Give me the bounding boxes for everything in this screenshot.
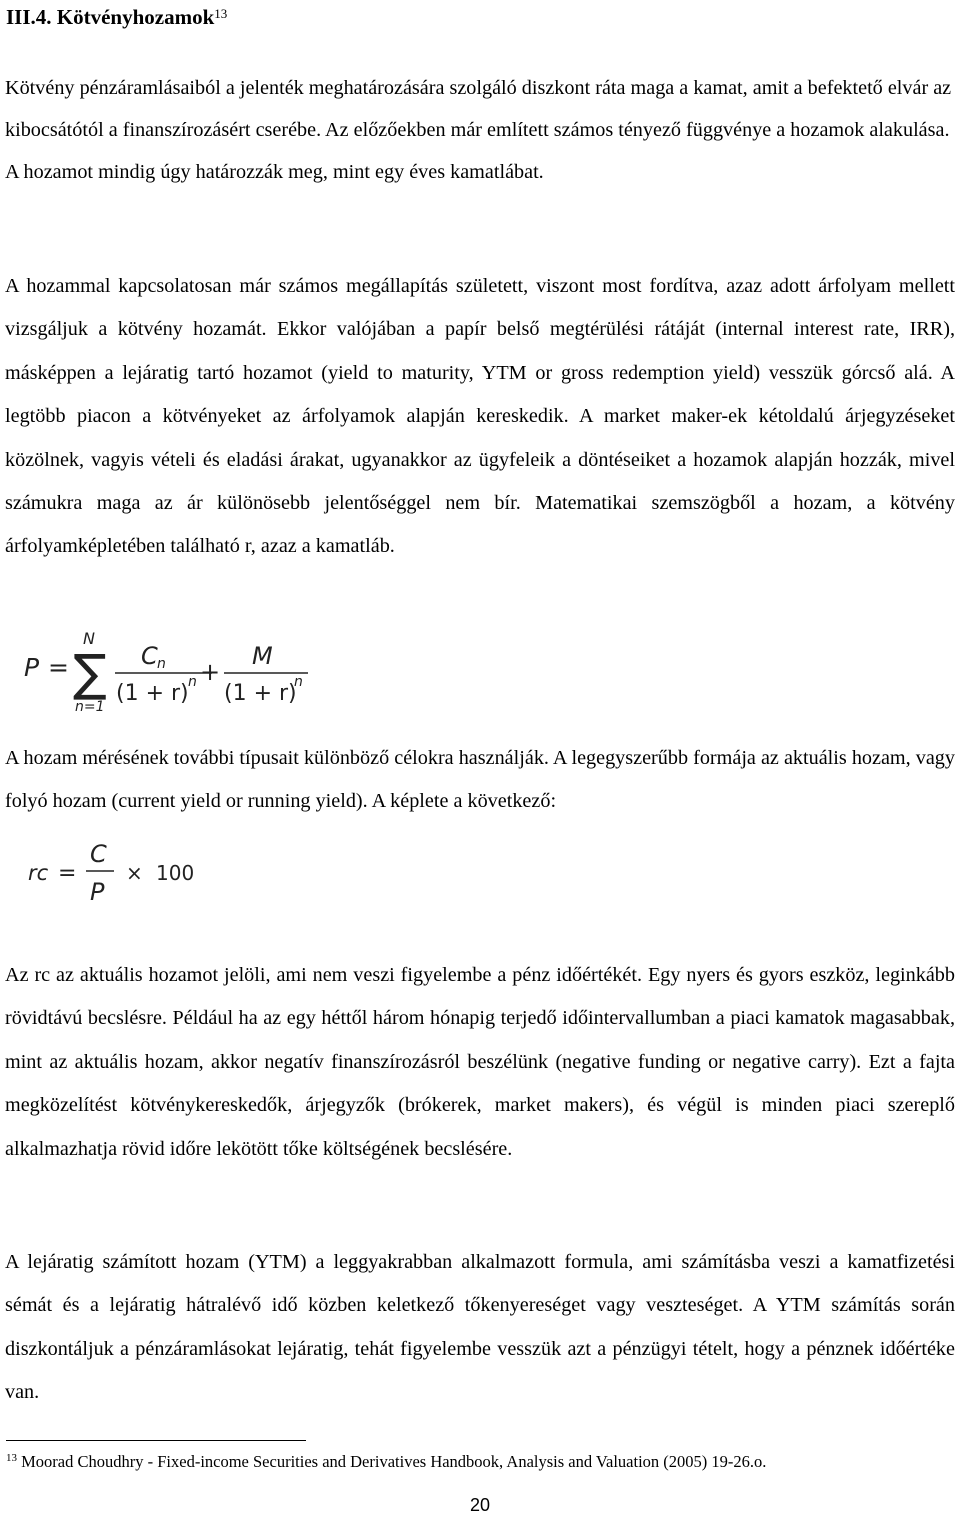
formula-equals: = [48,653,69,682]
fraction1-denominator: (1 + r) [116,681,189,706]
summation-sign: ∑ [73,644,107,702]
bond-price-formula [24,628,314,716]
fraction1-denominator-exponent: n [188,674,197,690]
paragraph-discount-rate: Kötvény pénzáramlásaiból a jelenték meghatározására szolgáló diszkont ráta maga a kamat, amit a befektető elvár az kibocsátótól a finanszírozásért cserébe. Az előzőekben már említett számos tényező függvénye a hozamok alakulása. A hozamot mindig úgy határozzák meg, mint egy éves kamatlábat. [5,77,952,183]
formula2-times: × [126,861,143,885]
fraction1-numerator: C [141,642,158,670]
fraction2-denominator-exponent: n [294,674,303,690]
footnote-text: Moorad Choudhry - Fixed-income Securities and Derivatives Handbook, Analysis and Valuation (2005) 19-26.o. [17,1452,767,1471]
fraction1-numerator-subscript: n [157,656,166,672]
formula-lhs: P [24,653,40,682]
fraction2-denominator: (1 + r) [224,681,297,706]
formula2-numerator: C [90,840,107,868]
paragraph-current-yield: A hozam mérésének további típusait különböző célokra használják. A legegyszerűbb formája az aktuális hozam, vagy folyó hozam (current yield or running yield). A képlete a következő: [5,747,955,813]
paragraph-ytm-definition: A lejáratig számított hozam (YTM) a leggyakrabban alkalmazott formula, ami számításba veszi a kamatfizetési sémát és a lejáratig hátralévő idő közben keletkező tőkenyereséget vagy veszteséget. A YTM számítás során diszkontáljuk a pénzáramlásokat lejáratig, tehát figyelembe vesszük azt a pénzügyi tételt, hogy a pénznek időértéke van. [5,1251,955,1404]
footnote-reference: 13 [214,6,228,21]
paragraph-negative-carry: Az rc az aktuális hozamot jelöli, ami nem veszi figyelembe a pénz időértékét. Egy nyers és gyors eszköz, leginkább rövidtávú becslésre. Például ha az egy héttől három hónapig terjedő időintervallumban a piaci kamatok magasabbak, mint az aktuális hozam, akkor negatív finanszírozásról beszélünk (negative funding or negative carry). Ezt a fajta megközelítést kötvénykereskedők, árjegyzők (brókerek, market makers), és végül is minden piaci szereplő alkalmazhatja rövid időre lekötött tőke költségének becslésére. [5,964,955,1160]
footnote [6,1451,766,1473]
formula-plus: + [200,658,221,686]
page-number: 20 [469,1495,491,1515]
formula2-denominator: P [90,878,105,906]
fraction2-numerator: M [252,642,273,670]
footnote-number: 13 [6,1452,17,1464]
section-heading [6,2,227,32]
sum-lower-limit: n=1 [75,699,105,715]
current-yield-formula [28,838,208,908]
footnote-separator [6,1440,306,1441]
formula2-equals: = [58,861,77,886]
paragraph-yield-to-maturity: A hozammal kapcsolatosan már számos megállapítás született, viszont most fordítva, azaz adott árfolyam mellett vizsgáljuk a kötvény hozamát. Ekkor valójában a papír belső megtérülési rátáját (internal interest rate, IRR), másképpen a lejáratig tartó hozamot (yield to maturity, YTM or gross redemption yield) vesszük górcső alá. A legtöbb piacon a kötvényeket az árfolyamok alapján kereskedik. A market maker-ek kétoldalú árjegyzéseket közölnek, vagyis vételi és eladási árakat, ugyanakkor az ügyfeleik a döntéseiket a hozamok alapján hozzák, mivel számukra maga az ár különösebb jelentőséggel nem bír. Matematikai szemszögből a hozam, a kötvény árfolyamképletében található r, azaz a kamatláb. [5,275,955,558]
formula2-lhs: rc [28,861,49,885]
formula2-factor: 100 [156,861,195,885]
sum-upper-limit: N [83,629,95,648]
section-title: III.4. Kötvényhozamok [6,5,215,29]
